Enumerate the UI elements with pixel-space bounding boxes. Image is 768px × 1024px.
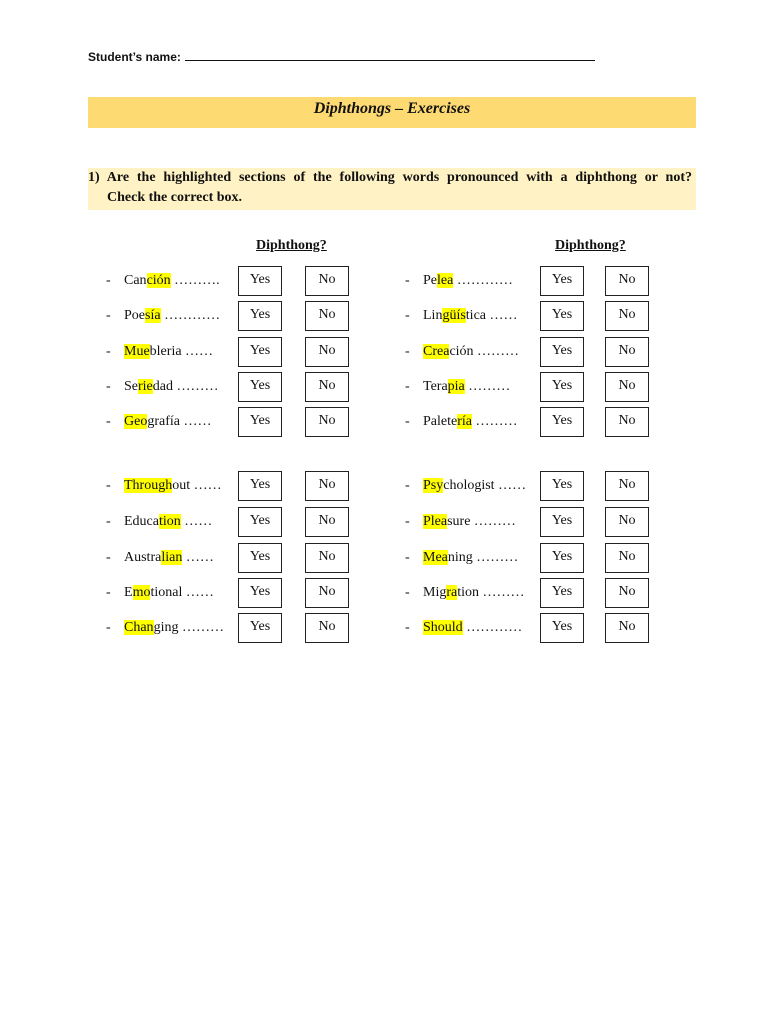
- no-checkbox-right-4[interactable]: No: [605, 372, 649, 402]
- question-text-line2: Check the correct box.: [107, 190, 243, 205]
- list-bullet: -: [106, 379, 111, 394]
- word-segment: Lin: [423, 308, 443, 323]
- yes-checkbox-left-3[interactable]: Yes: [238, 337, 282, 367]
- yes-checkbox-right-8[interactable]: Yes: [540, 543, 584, 573]
- no-checkbox-right-2[interactable]: No: [605, 301, 649, 331]
- exercise-word: [124, 273, 220, 289]
- exercise-word: [423, 620, 522, 636]
- word-segment: Can: [124, 273, 147, 288]
- word-segment: Poe: [124, 308, 145, 323]
- no-checkbox-left-5[interactable]: No: [305, 407, 349, 437]
- no-checkbox-left-1[interactable]: No: [305, 266, 349, 296]
- word-segment: Tera: [423, 379, 448, 394]
- no-checkbox-right-5[interactable]: No: [605, 407, 649, 437]
- exercise-word: [124, 514, 212, 530]
- question-bar: [88, 168, 696, 210]
- highlighted-segment: Geo: [124, 414, 148, 429]
- exercise-word: [423, 550, 518, 566]
- yes-checkbox-left-5[interactable]: Yes: [238, 407, 282, 437]
- list-bullet: -: [405, 379, 410, 394]
- no-checkbox-right-7[interactable]: No: [605, 507, 649, 537]
- yes-checkbox-right-4[interactable]: Yes: [540, 372, 584, 402]
- word-segment: ning ………: [447, 550, 519, 565]
- no-checkbox-left-10[interactable]: No: [305, 613, 349, 643]
- list-bullet: -: [106, 514, 111, 529]
- word-segment: ……: [180, 514, 213, 529]
- list-bullet: -: [106, 273, 111, 288]
- highlighted-segment: Through: [124, 478, 173, 493]
- exercise-word: [423, 478, 526, 494]
- yes-checkbox-right-1[interactable]: Yes: [540, 266, 584, 296]
- no-checkbox-right-9[interactable]: No: [605, 578, 649, 608]
- yes-checkbox-right-2[interactable]: Yes: [540, 301, 584, 331]
- exercise-word: [124, 620, 224, 636]
- yes-checkbox-left-8[interactable]: Yes: [238, 543, 282, 573]
- no-checkbox-left-4[interactable]: No: [305, 372, 349, 402]
- yes-checkbox-left-1[interactable]: Yes: [238, 266, 282, 296]
- exercise-word: [124, 550, 214, 566]
- word-segment: ……: [182, 550, 214, 565]
- highlighted-segment: Mue: [124, 344, 150, 359]
- highlighted-segment: Plea: [423, 514, 448, 529]
- highlighted-segment: lian: [161, 550, 183, 565]
- highlighted-segment: ción: [146, 273, 171, 288]
- list-bullet: -: [405, 585, 410, 600]
- no-checkbox-right-8[interactable]: No: [605, 543, 649, 573]
- no-checkbox-left-6[interactable]: No: [305, 471, 349, 501]
- student-name-blank[interactable]: [185, 48, 595, 61]
- highlighted-segment: Mea: [423, 550, 448, 565]
- word-segment: dad ………: [152, 379, 219, 394]
- list-bullet: -: [106, 344, 111, 359]
- student-name-label: Student’s name:: [88, 50, 181, 64]
- word-segment: Educa: [124, 514, 159, 529]
- exercise-word: [124, 344, 213, 360]
- highlighted-segment: Psy: [423, 478, 444, 493]
- word-segment: tional ……: [150, 585, 214, 600]
- word-segment: chologist ……: [443, 478, 527, 493]
- yes-checkbox-right-6[interactable]: Yes: [540, 471, 584, 501]
- highlighted-segment: ra: [446, 585, 458, 600]
- word-segment: ción ………: [449, 344, 520, 359]
- list-bullet: -: [106, 414, 111, 429]
- yes-checkbox-left-9[interactable]: Yes: [238, 578, 282, 608]
- highlighted-segment: lea: [437, 273, 454, 288]
- exercise-word: [423, 344, 519, 360]
- exercise-word: [124, 585, 214, 601]
- exercise-word: [423, 308, 518, 324]
- exercise-word: [423, 414, 517, 430]
- yes-checkbox-left-10[interactable]: Yes: [238, 613, 282, 643]
- highlighted-segment: ría: [457, 414, 472, 429]
- highlighted-segment: Should: [423, 620, 463, 635]
- highlighted-segment: tion: [158, 514, 181, 529]
- highlighted-segment: mo: [132, 585, 151, 600]
- no-checkbox-left-2[interactable]: No: [305, 301, 349, 331]
- word-segment: tion ………: [457, 585, 525, 600]
- word-segment: Austra: [124, 550, 162, 565]
- yes-checkbox-right-3[interactable]: Yes: [540, 337, 584, 367]
- word-segment: sure ………: [447, 514, 516, 529]
- highlighted-segment: rie: [138, 379, 153, 394]
- yes-checkbox-left-7[interactable]: Yes: [238, 507, 282, 537]
- word-segment: tica ……: [465, 308, 518, 323]
- no-checkbox-right-6[interactable]: No: [605, 471, 649, 501]
- no-checkbox-right-10[interactable]: No: [605, 613, 649, 643]
- column-header-left: Diphthong?: [256, 238, 327, 253]
- word-segment: ………: [471, 414, 518, 429]
- word-segment: Pe: [423, 273, 437, 288]
- yes-checkbox-right-7[interactable]: Yes: [540, 507, 584, 537]
- highlighted-segment: sía: [145, 308, 161, 323]
- highlighted-segment: Crea: [423, 344, 450, 359]
- exercise-word: [124, 308, 220, 324]
- yes-checkbox-left-2[interactable]: Yes: [238, 301, 282, 331]
- yes-checkbox-right-10[interactable]: Yes: [540, 613, 584, 643]
- yes-checkbox-right-5[interactable]: Yes: [540, 407, 584, 437]
- word-segment: …………: [453, 273, 513, 288]
- word-segment: …………: [160, 308, 221, 323]
- list-bullet: -: [106, 478, 111, 493]
- list-bullet: -: [405, 414, 410, 429]
- word-segment: ………: [464, 379, 511, 394]
- word-segment: grafía ……: [147, 414, 212, 429]
- student-name-field[interactable]: [88, 48, 595, 64]
- list-bullet: -: [405, 550, 410, 565]
- no-checkbox-left-7[interactable]: No: [305, 507, 349, 537]
- exercise-word: [423, 514, 516, 530]
- exercise-word: [124, 478, 222, 494]
- list-bullet: -: [106, 550, 111, 565]
- column-header-right: Diphthong?: [555, 238, 626, 253]
- word-segment: Se: [124, 379, 138, 394]
- exercise-word: [124, 379, 218, 395]
- list-bullet: -: [405, 273, 410, 288]
- list-bullet: -: [106, 308, 111, 323]
- list-bullet: -: [405, 344, 410, 359]
- word-segment: out ……: [172, 478, 222, 493]
- list-bullet: -: [405, 308, 410, 323]
- worksheet-title-bar: [88, 97, 696, 128]
- list-bullet: -: [106, 585, 111, 600]
- no-checkbox-left-8[interactable]: No: [305, 543, 349, 573]
- no-checkbox-right-1[interactable]: No: [605, 266, 649, 296]
- list-bullet: -: [405, 620, 410, 635]
- word-segment: Palete: [423, 414, 458, 429]
- no-checkbox-left-3[interactable]: No: [305, 337, 349, 367]
- question-text-line1: 1) Are the highlighted sections of the following words pronounced with a diphthong or not?: [88, 170, 692, 185]
- word-segment: bleria ……: [149, 344, 214, 359]
- highlighted-segment: Chan: [124, 620, 154, 635]
- no-checkbox-right-3[interactable]: No: [605, 337, 649, 367]
- word-segment: E: [124, 585, 133, 600]
- word-segment: Mig: [423, 585, 447, 600]
- exercise-word: [423, 585, 525, 601]
- yes-checkbox-right-9[interactable]: Yes: [540, 578, 584, 608]
- no-checkbox-left-9[interactable]: No: [305, 578, 349, 608]
- worksheet-title: Diphthongs – Exercises: [313, 100, 471, 117]
- yes-checkbox-left-6[interactable]: Yes: [238, 471, 282, 501]
- list-bullet: -: [405, 514, 410, 529]
- yes-checkbox-left-4[interactable]: Yes: [238, 372, 282, 402]
- highlighted-segment: pia: [447, 379, 465, 394]
- word-segment: …………: [462, 620, 523, 635]
- word-segment: ……….: [170, 273, 220, 288]
- highlighted-segment: güís: [442, 308, 466, 323]
- word-segment: ging ………: [153, 620, 224, 635]
- list-bullet: -: [405, 478, 410, 493]
- list-bullet: -: [106, 620, 111, 635]
- exercise-word: [124, 414, 211, 430]
- exercise-word: [423, 379, 510, 395]
- exercise-word: [423, 273, 513, 289]
